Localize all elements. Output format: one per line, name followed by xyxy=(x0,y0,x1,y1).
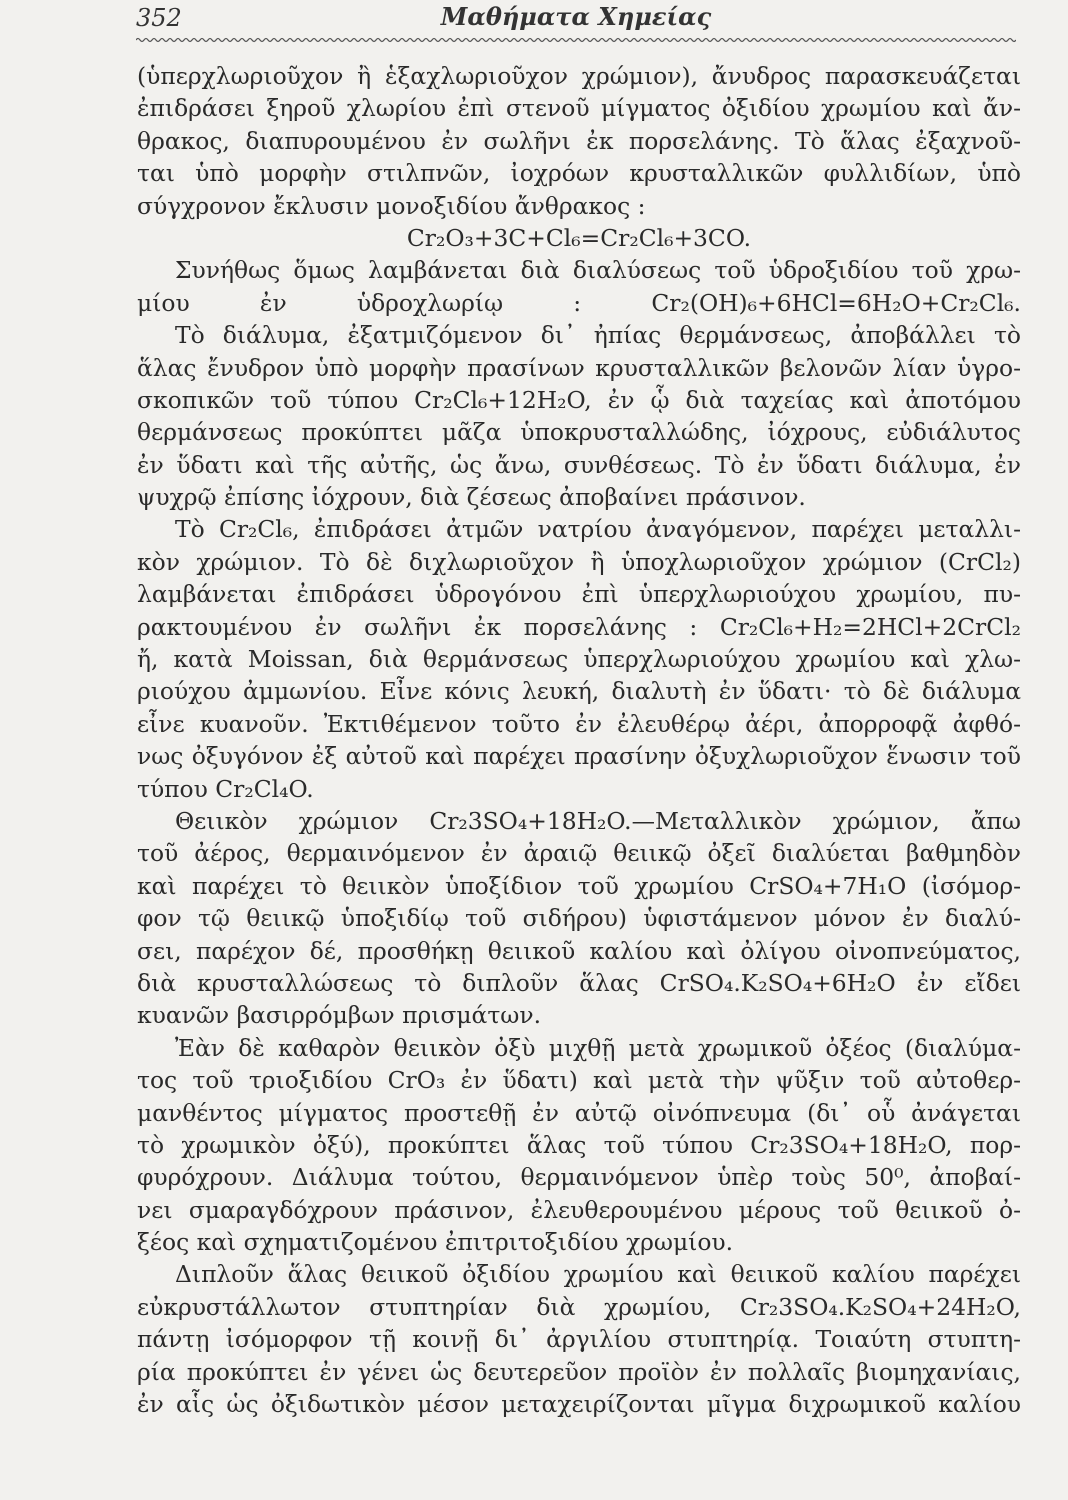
text-line: Θειικὸν χρώμιον Cr₂3SO₄+18H₂O.—Μεταλλικὸν χρώμιον, ἄπω xyxy=(175,806,1021,835)
text-line: φον τῷ θειικῷ ὑποξιδίῳ τοῦ σιδήρου) ὑφιστάμενον μόνον ἐν διαλύ- xyxy=(137,904,1021,933)
body-text xyxy=(137,60,1021,1420)
text-line: ρακτουμένου ἐν σωλῆνι ἐκ πορσελάνης : Cr₂Cl₆+H₂=2HCl+2CrCl₂ xyxy=(137,612,1021,641)
text-line: Cr₂O₃+3C+Cl₆=Cr₂Cl₆+3CO. xyxy=(406,223,752,252)
text-line: (ὑπερχλωριοῦχον ἢ ἑξαχλωριοῦχον χρώμιον), ἄνυδρος παρασκευάζεται xyxy=(137,62,1021,90)
text-line: θρακος, διαπυρουμένου ἐν σωλῆνι ἐκ πορσελάνης. Τὸ ἅλας ἐξαχνοῦ- xyxy=(137,126,1021,155)
text-line: Διπλοῦν ἅλας θειικοῦ ὀξιδίου χρωμίου καὶ θειικοῦ καλίου παρέχει xyxy=(175,1260,1021,1289)
text-line: φυρόχρουν. Διάλυμα τούτου, θερμαινόμενον ὑπὲρ τοὺς 50⁰, ἀποβαί- xyxy=(137,1163,1021,1192)
text-line: ἐν αἷς ὡς ὀξιδωτικὸν μέσον μεταχειρίζονται μῖγμα διχρωμικοῦ καλίου xyxy=(137,1390,1021,1419)
text-line: μίου ἐν ὑδροχλωρίῳ : Cr₂(OH)₆+6HCl=6H₂O+Cr₂Cl₆. xyxy=(137,288,1021,317)
text-line: διὰ κρυσταλλώσεως τὸ διπλοῦν ἅλας CrSO₄.K₂SO₄+6H₂O ἐν εἴδει xyxy=(137,968,1021,997)
text-line: θερμάνσεως προκύπτει μᾶζα ὑποκρυσταλλώδης, ἰόχρους, εὐδιάλυτος xyxy=(137,418,1021,447)
text-line: Τὸ διάλυμα, ἐξατμιζόμενον δι᾽ ἠπίας θερμάνσεως, ἀποβάλλει τὸ xyxy=(175,321,1021,350)
text-line: Τὸ Cr₂Cl₆, ἐπιδράσει ἀτμῶν νατρίου ἀναγόμενον, παρέχει μεταλλι- xyxy=(175,515,1021,544)
text-line: ἅλας ἔνυδρον ὑπὸ μορφὴν πρασίνων κρυσταλλικῶν βελονῶν λίαν ὑγρο- xyxy=(137,353,1021,382)
text-line: σκοπικῶν τοῦ τύπου Cr₂Cl₆+12H₂O, ἐν ᾧ διὰ ταχείας καὶ ἀποτόμου xyxy=(137,385,1021,414)
text-line: ται ὑπὸ μορφὴν στιλπνῶν, ἰοχρόων κρυσταλλικῶν φυλλιδίων, ὑπὸ xyxy=(137,159,1021,188)
text-line: σύγχρονον ἔκλυσιν μονοξιδίου ἄνθρακος : xyxy=(137,191,646,220)
text-line: τύπου Cr₂Cl₄O. xyxy=(137,774,314,803)
text-line: Συνήθως ὅμως λαμβάνεται διὰ διαλύσεως τοῦ ὑδροξιδίου τοῦ χρω- xyxy=(175,256,1021,285)
text-line: κυανῶν βασιρρόμβων πρισμάτων. xyxy=(137,1001,542,1030)
text-line: ἐν ὕδατι καὶ τῆς αὐτῆς, ὡς ἄνω, συνθέσεως. Τὸ ἐν ὕδατι διάλυμα, ἐν xyxy=(137,450,1021,479)
text-line: νως ὀξυγόνον ἐξ αὐτοῦ καὶ παρέχει πρασίνην ὀξυχλωριοῦχον ἕνωσιν τοῦ xyxy=(137,742,1021,771)
text-line: ρία προκύπτει ἐν γένει ὡς δευτερεῦον προϊὸν ἐν πολλαῖς βιομηχανίαις, xyxy=(137,1357,1021,1386)
running-title: Μαθήματα Χημείας xyxy=(440,2,712,31)
text-line: εὐκρυστάλλωτον στυπτηρίαν διὰ χρωμίου, Cr₂3SO₄.K₂SO₄+24H₂O, xyxy=(137,1292,1021,1321)
text-line: καὶ παρέχει τὸ θειικὸν ὑποξίδιον τοῦ χρωμίου CrSO₄+7H₁O (ἰσόμορ- xyxy=(137,871,1021,900)
text-line: ἤ, κατὰ Moissan, διὰ θερμάνσεως ὑπερχλωριούχου χρωμίου καὶ χλω- xyxy=(137,645,1021,674)
text-line: λαμβάνεται ἐπιδράσει ὑδρογόνου ἐπὶ ὑπερχλωριούχου χρωμίου, πυ- xyxy=(137,580,1021,609)
text-line: εἶνε κυανοῦν. Ἐκτιθέμενον τοῦτο ἐν ἐλευθέρῳ ἀέρι, ἀπορροφᾷ ἀφθό- xyxy=(137,709,1021,738)
text-line: ξέος καὶ σχηματιζομένου ἐπιτριτοξιδίου χρωμίου. xyxy=(137,1228,734,1257)
text-line: πάντῃ ἰσόμορφον τῇ κοινῇ δι᾽ ἀργιλίου στυπτηρίᾳ. Τοιαύτη στυπτη- xyxy=(137,1325,1021,1354)
text-line: ψυχρῷ ἐπίσης ἰόχρουν, διὰ ζέσεως ἀποβαίνει πράσινον. xyxy=(137,483,806,512)
text-line: ριούχου ἀμμωνίου. Εἶνε κόνις λευκή, διαλυτὴ ἐν ὕδατι· τὸ δὲ διάλυμα xyxy=(137,677,1021,706)
text-line: Ἐὰν δὲ καθαρὸν θειικὸν ὀξὺ μιχθῇ μετὰ χρωμικοῦ ὀξέος (διαλύμα- xyxy=(175,1033,1021,1062)
text-line: ἐπιδράσει ξηροῦ χλωρίου ἐπὶ στενοῦ μίγματος ὀξιδίου χρωμίου καὶ ἄν- xyxy=(137,94,1021,123)
text-line: μανθέντος μίγματος προστεθῇ ἐν αὐτῷ οἰνόπνευμα (δι᾽ οὗ ἀνάγεται xyxy=(137,1098,1021,1127)
text-line: τοῦ ἀέρος, θερμαινόμενον ἐν ἀραιῷ θειικῷ ὀξεῖ διαλύεται βαθμηδὸν xyxy=(137,839,1021,868)
text-line: τὸ χρωμικὸν ὀξύ), προκύπτει ἅλας τοῦ τύπου Cr₂3SO₄+18H₂O, πορ- xyxy=(137,1130,1021,1159)
page-number: 352 xyxy=(136,4,182,32)
text-line: τος τοῦ τριοξιδίου CrO₃ ἐν ὕδατι) καὶ μετὰ τὴν ψῦξιν τοῦ αὐτοθερ- xyxy=(137,1066,1021,1095)
text-line: κὸν χρώμιον. Τὸ δὲ διχλωριοῦχον ἢ ὑποχλωριοῦχον χρώμιον (CrCl₂) xyxy=(137,547,1021,576)
text-line: σει, παρέχον δέ, προσθήκῃ θειικοῦ καλίου καὶ ὀλίγου οἰνοπνεύματος, xyxy=(137,936,1021,965)
wavy-header-rule xyxy=(136,36,1016,44)
text-line: νει σμαραγδόχρουν πράσινον, ἐλευθερουμένου μέρους τοῦ θειικοῦ ὀ- xyxy=(137,1195,1021,1224)
page-header xyxy=(136,0,1016,40)
